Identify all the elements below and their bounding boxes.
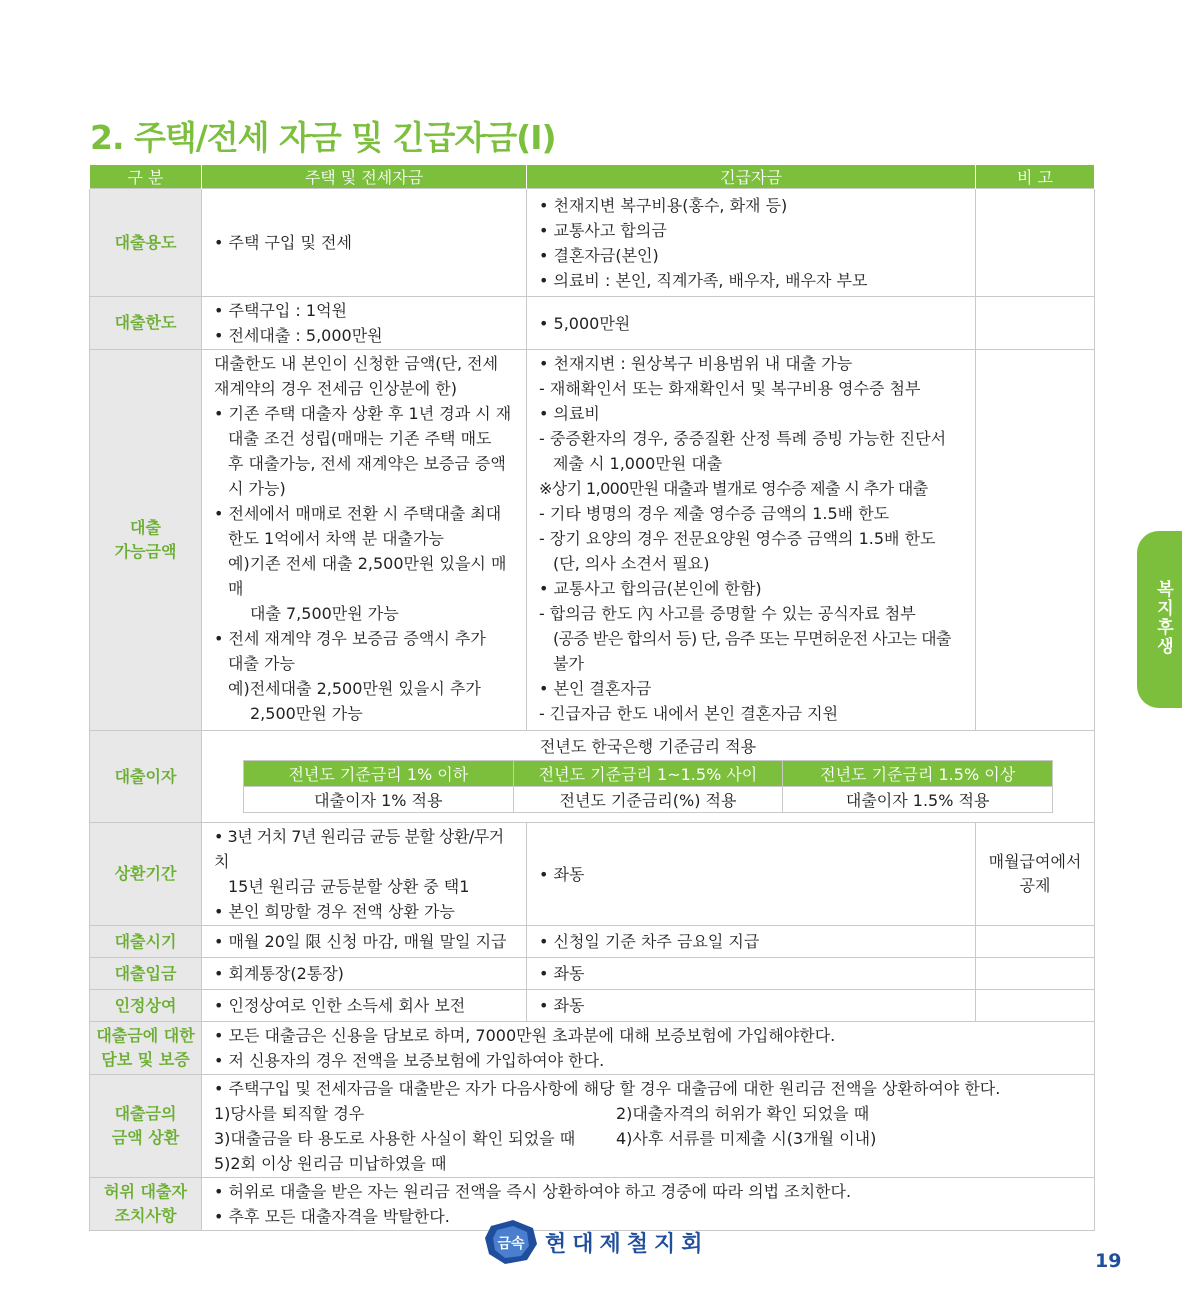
row-purpose xyxy=(90,189,1095,297)
text-line: • 의료비 xyxy=(539,404,600,423)
text-line: • 기존 주택 대출자 상환 후 1년 경과 시 재 xyxy=(214,404,512,423)
text-line: • 추후 모든 대출자격을 박탈한다. xyxy=(214,1207,450,1226)
label-line: 가능금액 xyxy=(114,542,177,561)
text-line: 예)기존 전세 대출 2,500만원 있을시 매매 xyxy=(228,554,507,598)
row-label: 대출이자 xyxy=(90,731,202,823)
emergency-cell: • 좌동 xyxy=(527,990,976,1022)
row-bonus xyxy=(90,990,1095,1022)
housing-cell: • 매월 20일 限 신청 마감, 매월 말일 지급 xyxy=(202,926,527,958)
text-line: - 기타 병명의 경우 제출 영수증 금액의 1.5배 한도 xyxy=(539,504,890,523)
housing-cell xyxy=(202,350,527,731)
text-line: 공제 xyxy=(1019,876,1051,895)
text-line: 제출 시 1,000만원 대출 xyxy=(553,454,723,473)
housing-cell xyxy=(202,823,527,926)
text-line: - 재해확인서 또는 화재확인서 및 복구비용 영수증 첨부 xyxy=(539,379,921,398)
label-line: 대출금에 대한 xyxy=(96,1026,195,1045)
housing-cell xyxy=(202,297,527,350)
text-line: 매월급여에서 xyxy=(988,852,1082,871)
text-line: • 천재지변 복구비용(홍수, 화재 등) xyxy=(539,195,788,215)
row-collateral xyxy=(90,1022,1095,1075)
union-logo xyxy=(483,1218,709,1266)
emergency-cell: • 신청일 기준 차주 금요일 지급 xyxy=(527,926,976,958)
text-line: 3)대출금을 타 용도로 사용한 사실이 확인 되었을 때 xyxy=(214,1129,576,1148)
emergency-cell: • 좌동 xyxy=(527,823,976,926)
interest-value: 대출이자 1.5% 적용 xyxy=(783,787,1053,813)
text-line: 4)사후 서류를 미제출 시(3개월 이내) xyxy=(616,1129,877,1148)
item-pair xyxy=(214,1126,1086,1151)
collateral-cell xyxy=(202,1022,1095,1075)
row-label xyxy=(90,1178,202,1231)
note-cell xyxy=(976,823,1095,926)
text-line: • 전세에서 매매로 전환 시 주택대출 최대 xyxy=(214,504,502,523)
logo-text: 현대제철지회 xyxy=(545,1231,709,1257)
interest-table xyxy=(243,760,1053,813)
note-cell xyxy=(976,926,1095,958)
row-label: 대출한도 xyxy=(90,297,202,350)
text-line: 대출 조건 성립(매매는 기존 주택 매도 xyxy=(228,429,492,448)
text-line: • 교통사고 합의금 xyxy=(539,220,667,240)
interest-intro: 전년도 한국은행 기준금리 적용 xyxy=(539,737,757,756)
text-line: (단, 의사 소견서 필요) xyxy=(553,554,710,573)
emergency-cell xyxy=(527,350,976,731)
note-cell xyxy=(976,350,1095,731)
text-line: - 긴급자금 한도 내에서 본인 결혼자금 지원 xyxy=(539,704,839,723)
text-line: • 결혼자금(본인) xyxy=(539,245,659,265)
housing-cell: • 회계통장(2통장) xyxy=(202,958,527,990)
row-timing xyxy=(90,926,1095,958)
text-line: 후 대출가능, 전세 재계약은 보증금 증액 xyxy=(228,454,506,473)
header-category: 구 분 xyxy=(90,165,202,189)
text-line: • 주택구입 : 1억원 xyxy=(214,301,348,320)
interest-head: 전년도 기준금리 1% 이하 xyxy=(244,761,514,787)
label-line: 조치사항 xyxy=(114,1206,177,1225)
text-line: • 허위로 대출을 받은 자는 원리금 전액을 즉시 상환하여야 하고 경중에 따라 의법 조치한다. xyxy=(214,1182,852,1201)
text-line: 시 가능) xyxy=(228,479,286,498)
text-line: - 중증환자의 경우, 중증질환 산정 특례 증빙 가능한 진단서 xyxy=(539,429,947,448)
interest-value: 전년도 기준금리(%) 적용 xyxy=(513,787,783,813)
text-line: • 주택구입 및 전세자금을 대출받은 자가 다음사항에 해당 할 경우 대출금에 대한 원리금 전액을 상환하여야 한다. xyxy=(214,1079,1001,1098)
text-line: • 모든 대출금은 신용을 담보로 하며, 7000만원 초과분에 대해 보증보험에 가입해야한다. xyxy=(214,1026,836,1045)
label-line: 금액 상환 xyxy=(111,1128,180,1147)
side-tab-label: 복지후생 xyxy=(1153,580,1173,656)
text-line: 1)당사를 퇴직할 경우 xyxy=(214,1104,365,1123)
note-cell xyxy=(976,990,1095,1022)
note-cell xyxy=(976,189,1095,297)
text-line: • 전세 재계약 경우 보증금 증액시 추가 xyxy=(214,629,486,648)
row-label xyxy=(90,350,202,731)
label-line: 허위 대출자 xyxy=(104,1182,187,1201)
text-line: 대출 가능 xyxy=(228,654,295,673)
header-emergency: 긴급자금 xyxy=(527,165,976,189)
label-line: 대출 xyxy=(130,518,161,537)
text-line: 대출한도 내 본인이 신청한 금액(단, 전세 xyxy=(214,354,499,373)
text-line: 5)2회 이상 원리금 미납하였을 때 xyxy=(214,1154,447,1173)
text-line: ※상기 1,000만원 대출과 별개로 영수증 제출 시 추가 대출 xyxy=(539,479,928,498)
text-line: 2)대출자격의 허위가 확인 되었을 때 xyxy=(616,1104,870,1123)
row-limit xyxy=(90,297,1095,350)
text-line: • 저 신용자의 경우 전액을 보증보험에 가입하여야 한다. xyxy=(214,1051,605,1070)
table-header xyxy=(90,165,1095,189)
note-cell xyxy=(976,297,1095,350)
logo-badge-text: 금속 xyxy=(497,1236,525,1252)
text-line: 2,500만원 가능 xyxy=(250,704,363,723)
housing-cell: • 인정상여로 인한 소득세 회사 보전 xyxy=(202,990,527,1022)
text-line: - 합의금 한도 內 사고를 증명할 수 있는 공식자료 첨부 xyxy=(539,604,916,623)
housing-cell: • 주택 구입 및 전세 xyxy=(202,189,527,297)
loan-table xyxy=(89,165,1095,1231)
label-line: 대출금의 xyxy=(114,1104,177,1123)
text-line: • 본인 결혼자금 xyxy=(539,679,652,698)
header-note: 비 고 xyxy=(976,165,1095,189)
emergency-cell: • 5,000만원 xyxy=(527,297,976,350)
interest-value: 대출이자 1% 적용 xyxy=(244,787,514,813)
item-pair xyxy=(214,1101,1086,1126)
row-full-repay xyxy=(90,1075,1095,1178)
text-line: 재계약의 경우 전세금 인상분에 한) xyxy=(214,379,457,398)
text-line: (공증 받은 합의서 등) 단, 음주 또는 무면허운전 사고는 대출 xyxy=(553,629,951,648)
text-line: • 교통사고 합의금(본인에 한함) xyxy=(539,579,762,598)
row-label xyxy=(90,1022,202,1075)
text-line: • 3년 거치 7년 원리금 균등 분할 상환/무거치 xyxy=(214,827,504,871)
interest-head: 전년도 기준금리 1~1.5% 사이 xyxy=(513,761,783,787)
header-housing: 주택 및 전세자금 xyxy=(202,165,527,189)
text-line: 예)전세대출 2,500만원 있을시 추가 xyxy=(228,679,481,698)
row-label: 인정상여 xyxy=(90,990,202,1022)
page-number: 19 xyxy=(1095,1250,1122,1272)
interest-cell xyxy=(202,731,1095,823)
text-line: 한도 1억에서 차액 분 대출가능 xyxy=(228,529,444,548)
row-amount xyxy=(90,350,1095,731)
full-repay-cell xyxy=(202,1075,1095,1178)
text-line: • 전세대출 : 5,000만원 xyxy=(214,326,383,345)
row-label: 대출입금 xyxy=(90,958,202,990)
row-label: 대출시기 xyxy=(90,926,202,958)
row-label: 상환기간 xyxy=(90,823,202,926)
text-line: 15년 원리금 균등분할 상환 중 택1 xyxy=(228,877,470,896)
text-line: - 장기 요양의 경우 전문요양원 영수증 금액의 1.5배 한도 xyxy=(539,529,936,548)
text-line: • 천재지변 : 원상복구 비용범위 내 대출 가능 xyxy=(539,354,853,373)
page-title: 2. 주택/전세 자금 및 긴급자금(Ⅰ) xyxy=(90,118,556,157)
text-line: • 본인 희망할 경우 전액 상환 가능 xyxy=(214,902,455,921)
text-line: • 의료비 : 본인, 직계가족, 배우자, 배우자 부모 xyxy=(539,270,868,290)
row-deposit xyxy=(90,958,1095,990)
text-line: 불가 xyxy=(553,654,584,673)
interest-head: 전년도 기준금리 1.5% 이상 xyxy=(783,761,1053,787)
text-line: 대출 7,500만원 가능 xyxy=(250,604,399,623)
emergency-cell: • 좌동 xyxy=(527,958,976,990)
row-label: 대출용도 xyxy=(90,189,202,297)
note-cell xyxy=(976,958,1095,990)
label-line: 담보 및 보증 xyxy=(101,1050,190,1069)
union-emblem-icon xyxy=(483,1218,539,1266)
row-repay xyxy=(90,823,1095,926)
row-interest xyxy=(90,731,1095,823)
row-label xyxy=(90,1075,202,1178)
emergency-cell xyxy=(527,189,976,297)
